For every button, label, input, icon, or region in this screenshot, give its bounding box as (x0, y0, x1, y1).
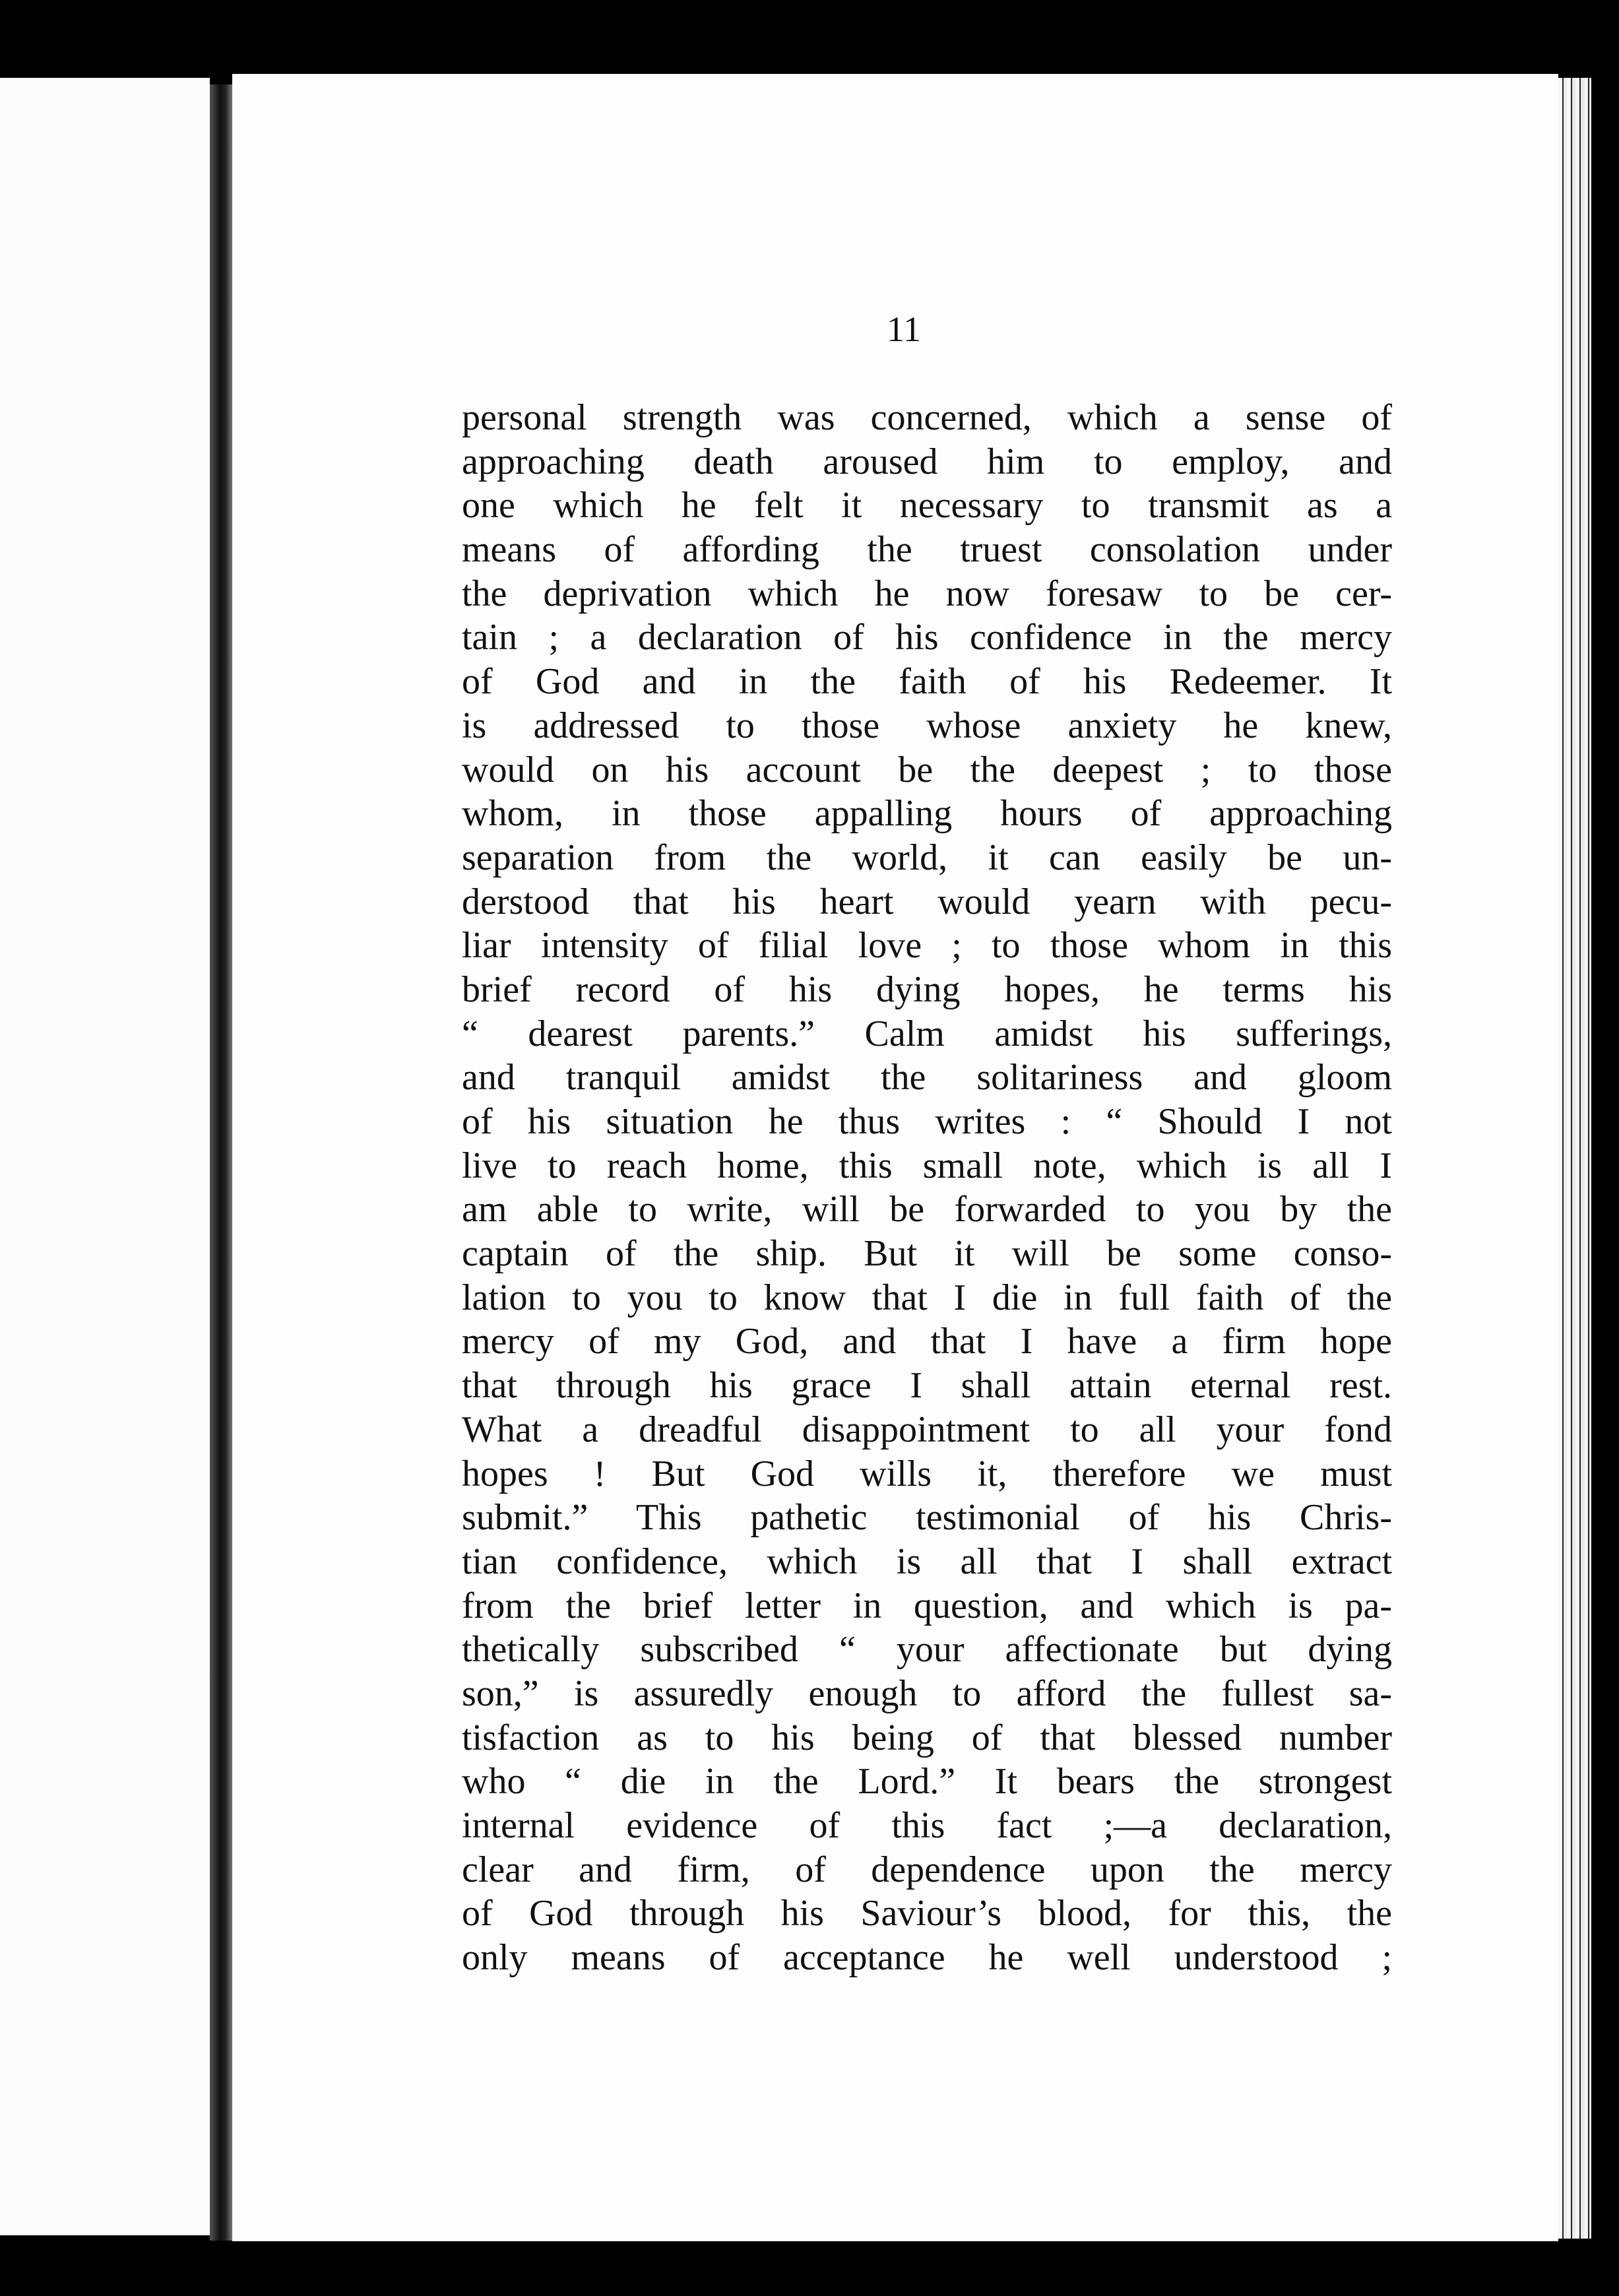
text-line: derstood that his heart would yearn with pecu- (462, 881, 1392, 922)
text-line: of his situation he thus writes : “ Should I not (462, 1101, 1392, 1142)
text-line: the deprivation which he now foresaw to be cer- (462, 573, 1392, 614)
text-line: lation to you to know that I die in full faith of the (462, 1277, 1392, 1318)
text-line: of God and in the faith of his Redeemer. It (462, 661, 1392, 703)
book-spine-gutter (210, 84, 232, 2241)
text-line: approaching death aroused him to employ, and (462, 441, 1392, 482)
text-line: separation from the world, it can easily be un- (462, 837, 1392, 878)
text-line: only means of acceptance he well understood ; (462, 1937, 1392, 1979)
text-line: hopes ! But God wills it, therefore we must (462, 1453, 1392, 1494)
text-line: liar intensity of filial love ; to those whom in this (462, 925, 1392, 967)
text-line: live to reach home, this small note, which is all I (462, 1145, 1392, 1186)
text-line: personal strength was concerned, which a sense of (462, 397, 1392, 438)
text-line: mercy of my God, and that I have a firm hope (462, 1321, 1392, 1362)
left-page-edge (0, 78, 210, 2235)
text-line: from the brief letter in question, and which is pa- (462, 1585, 1392, 1626)
text-line: captain of the ship. But it will be some conso- (462, 1233, 1392, 1275)
text-line: brief record of his dying hopes, he terms his (462, 969, 1392, 1010)
text-line: one which he felt it necessary to transmit as a (462, 485, 1392, 526)
text-line: tain ; a declaration of his confidence in the mercy (462, 617, 1392, 658)
text-line: What a dreadful disappointment to all your fond (462, 1409, 1392, 1450)
text-line: “ dearest parents.” Calm amidst his sufferings, (462, 1013, 1392, 1054)
text-line: would on his account be the deepest ; to those (462, 749, 1392, 790)
text-line: whom, in those appalling hours of approaching (462, 793, 1392, 835)
text-line: submit.” This pathetic testimonial of his Chris- (462, 1497, 1392, 1539)
text-line: son,” is assuredly enough to afford the fullest sa- (462, 1673, 1392, 1714)
text-line: who “ die in the Lord.” It bears the strongest (462, 1761, 1392, 1802)
body-text (462, 396, 1392, 1980)
text-line: tisfaction as to his being of that blessed number (462, 1717, 1392, 1758)
text-line: and tranquil amidst the solitariness and gloom (462, 1057, 1392, 1099)
text-line: means of affording the truest consolation under (462, 529, 1392, 571)
text-line: tian confidence, which is all that I shall extract (462, 1541, 1392, 1582)
text-line: clear and firm, of dependence upon the mercy (462, 1849, 1392, 1890)
text-line: of God through his Saviour’s blood, for this, the (462, 1893, 1392, 1934)
text-line: is addressed to those whose anxiety he knew, (462, 705, 1392, 746)
text-line: am able to write, will be forwarded to you by the (462, 1189, 1392, 1230)
page-number: 11 (887, 309, 921, 349)
text-line: thetically subscribed “ your affectionate but dying (462, 1629, 1392, 1671)
page-stack-edge (1558, 78, 1591, 2239)
text-line: internal evidence of this fact ;—a declaration, (462, 1805, 1392, 1846)
text-line: that through his grace I shall attain eternal rest. (462, 1365, 1392, 1407)
